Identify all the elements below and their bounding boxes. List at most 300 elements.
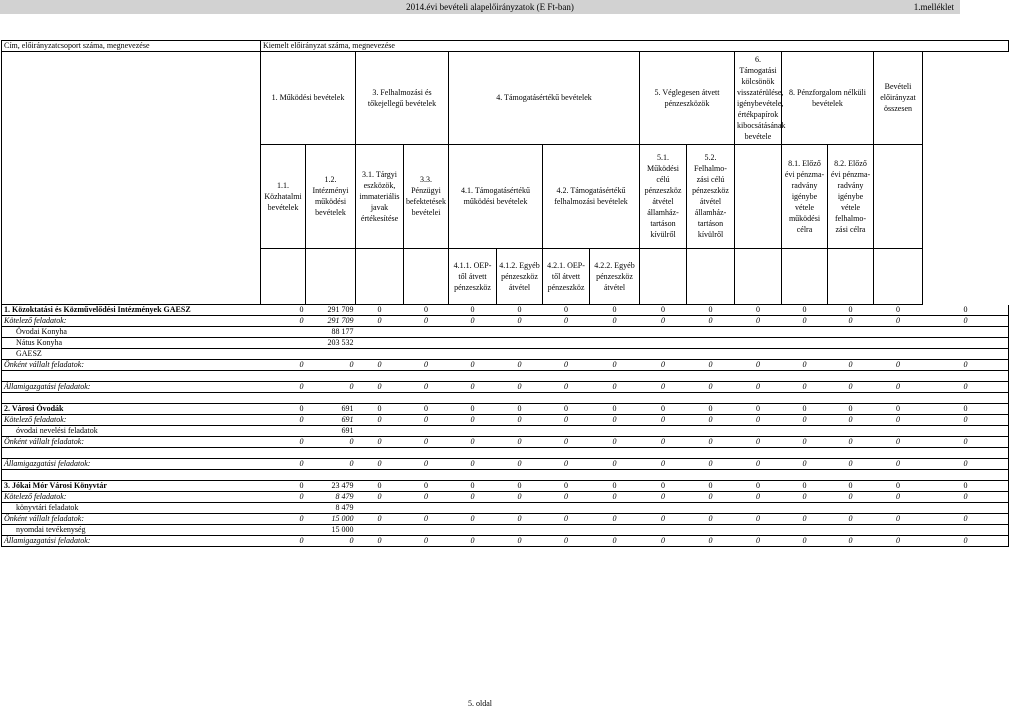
row-value: 0 xyxy=(640,536,687,547)
row-value: 0 xyxy=(543,360,590,371)
sub-8-2: 8.2. Előző évi pénzma-radvány igénybe vétele felhalmo-zási célra xyxy=(828,144,874,248)
row-value: 0 xyxy=(497,459,543,470)
row-value: 0 xyxy=(735,305,782,316)
row-value: 0 xyxy=(828,360,874,371)
row-value xyxy=(687,349,735,360)
row-value: 0 xyxy=(782,536,828,547)
row-value: 0 xyxy=(306,437,356,448)
row-value xyxy=(687,393,735,404)
row-value xyxy=(497,426,543,437)
row-value: 691 xyxy=(306,415,356,426)
row-value: 0 xyxy=(640,437,687,448)
row-value: 0 xyxy=(874,459,923,470)
group-transfers: 5. Véglegesen átvett pénzeszközök xyxy=(640,52,735,145)
row-value xyxy=(261,338,306,349)
row-value xyxy=(735,503,782,514)
row-value: 0 xyxy=(687,536,735,547)
row-value: 0 xyxy=(356,514,404,525)
sub-4-2: 4.2. Támogatásértékű felhalmozási bevételek xyxy=(543,144,640,248)
sub-8-1: 8.1. Előző évi pénzma-radvány igénybe vétele működési célra xyxy=(782,144,828,248)
row-value: 0 xyxy=(782,492,828,503)
row-value xyxy=(497,470,543,481)
sub-4-1: 4.1. Támogatásértékű működési bevételek xyxy=(449,144,543,248)
row-value: 0 xyxy=(640,492,687,503)
table-row xyxy=(2,481,1009,492)
row-value: 0 xyxy=(261,514,306,525)
row-value: 0 xyxy=(449,514,497,525)
row-value: 0 xyxy=(543,305,590,316)
row-value xyxy=(640,470,687,481)
row-value: 0 xyxy=(306,382,356,393)
sub-6-empty xyxy=(735,144,782,248)
row-value: 0 xyxy=(404,492,449,503)
row-value xyxy=(543,426,590,437)
row-value xyxy=(261,525,306,536)
row-value xyxy=(590,393,640,404)
row-value xyxy=(687,371,735,382)
row-value: 0 xyxy=(497,492,543,503)
row-value xyxy=(306,349,356,360)
row-value xyxy=(640,426,687,437)
row-value: 0 xyxy=(543,415,590,426)
table-row xyxy=(2,371,1009,382)
row-value xyxy=(687,448,735,459)
row-value: 0 xyxy=(590,459,640,470)
row-value xyxy=(543,349,590,360)
row-value: 0 xyxy=(261,415,306,426)
row-value xyxy=(449,371,497,382)
row-value xyxy=(640,327,687,338)
row-value: 0 xyxy=(404,305,449,316)
row-value: 0 xyxy=(640,481,687,492)
row-value: 0 xyxy=(590,536,640,547)
row-value: 0 xyxy=(590,305,640,316)
row-value: 0 xyxy=(590,404,640,415)
row-value: 0 xyxy=(782,459,828,470)
table-row xyxy=(2,349,1009,360)
table-row xyxy=(2,415,1009,426)
row-value: 691 xyxy=(306,426,356,437)
row-value: 0 xyxy=(828,404,874,415)
row-value xyxy=(449,525,497,536)
row-value: 0 xyxy=(590,316,640,327)
row-value xyxy=(590,448,640,459)
row-value: 0 xyxy=(828,382,874,393)
row-value xyxy=(874,470,923,481)
table-row xyxy=(2,525,1009,536)
table-row xyxy=(2,393,1009,404)
row-value: 0 xyxy=(923,360,1009,371)
row-value: 0 xyxy=(261,536,306,547)
row-value: 203 532 xyxy=(306,338,356,349)
row-value xyxy=(640,393,687,404)
row-value xyxy=(449,393,497,404)
row-value: 0 xyxy=(449,536,497,547)
table-row xyxy=(2,426,1009,437)
row-value xyxy=(782,338,828,349)
row-value xyxy=(782,371,828,382)
row-value xyxy=(782,349,828,360)
row-value: 0 xyxy=(356,382,404,393)
group-grants: 4. Támogatásértékű bevételek xyxy=(449,52,640,145)
detail-4-2-2: 4.2.2. Egyéb pénzeszköz átvétel xyxy=(590,248,640,305)
row-value: 0 xyxy=(828,459,874,470)
detail-empty xyxy=(828,248,874,305)
group-total: Bevételi előirányzat összesen xyxy=(874,52,923,145)
row-value xyxy=(449,426,497,437)
row-value: 0 xyxy=(640,459,687,470)
table-row xyxy=(2,448,1009,459)
row-value: 0 xyxy=(782,382,828,393)
row-value xyxy=(828,470,874,481)
row-value xyxy=(828,371,874,382)
row-value xyxy=(828,503,874,514)
row-value: 0 xyxy=(356,404,404,415)
row-value: 0 xyxy=(497,305,543,316)
row-value xyxy=(356,338,404,349)
row-value: 0 xyxy=(874,514,923,525)
row-value: 0 xyxy=(687,305,735,316)
row-value: 0 xyxy=(356,481,404,492)
row-value xyxy=(923,426,1009,437)
row-value xyxy=(543,470,590,481)
row-value: 0 xyxy=(923,382,1009,393)
row-value xyxy=(356,426,404,437)
row-value: 0 xyxy=(687,382,735,393)
detail-4-2-1: 4.2.1. OEP-től átvett pénzeszköz xyxy=(543,248,590,305)
row-value xyxy=(735,349,782,360)
row-value: 0 xyxy=(923,536,1009,547)
row-value xyxy=(735,327,782,338)
row-label xyxy=(2,448,261,459)
row-value: 0 xyxy=(261,305,306,316)
row-value: 0 xyxy=(449,437,497,448)
row-value xyxy=(874,426,923,437)
row-value xyxy=(687,327,735,338)
row-value xyxy=(543,503,590,514)
row-value: 0 xyxy=(404,404,449,415)
row-value xyxy=(356,503,404,514)
row-value: 0 xyxy=(356,437,404,448)
row-value: 0 xyxy=(687,316,735,327)
row-value: 0 xyxy=(874,316,923,327)
document-title: 2014.évi bevételi alapelőirányzatok (E Ft-ban) xyxy=(406,2,574,12)
row-value xyxy=(687,470,735,481)
row-value xyxy=(497,327,543,338)
header-appropriation: Kiemelt előirányzat száma, megnevezése xyxy=(261,41,1009,52)
row-value xyxy=(874,371,923,382)
detail-empty xyxy=(687,248,735,305)
detail-empty xyxy=(306,248,356,305)
table-row xyxy=(2,459,1009,470)
row-value xyxy=(782,470,828,481)
row-value: 0 xyxy=(404,514,449,525)
row-value: 0 xyxy=(356,492,404,503)
row-value: 0 xyxy=(874,404,923,415)
row-value xyxy=(261,327,306,338)
row-value: 0 xyxy=(874,415,923,426)
row-value xyxy=(543,448,590,459)
row-value xyxy=(687,503,735,514)
row-value: 0 xyxy=(261,404,306,415)
row-value xyxy=(590,371,640,382)
row-value: 0 xyxy=(404,382,449,393)
row-value xyxy=(923,470,1009,481)
row-value xyxy=(590,327,640,338)
row-value xyxy=(687,426,735,437)
row-value xyxy=(449,349,497,360)
row-value: 0 xyxy=(782,514,828,525)
header-spacer xyxy=(2,144,261,248)
row-value: 0 xyxy=(590,360,640,371)
detail-empty xyxy=(640,248,687,305)
row-value: 0 xyxy=(782,404,828,415)
row-value xyxy=(828,426,874,437)
table-row xyxy=(2,514,1009,525)
group-capital: 3. Felhalmozási és tőkejellegű bevételek xyxy=(356,52,449,145)
row-value xyxy=(306,448,356,459)
row-label: Államigazgatási feladatok: xyxy=(2,459,261,470)
row-value: 0 xyxy=(828,437,874,448)
row-value: 0 xyxy=(828,536,874,547)
row-value xyxy=(261,349,306,360)
detail-4-1-1: 4.1.1. OEP-től átvett pénzeszköz xyxy=(449,248,497,305)
row-value xyxy=(590,338,640,349)
row-value: 0 xyxy=(449,404,497,415)
group-operating: 1. Működési bevételek xyxy=(261,52,356,145)
row-value: 0 xyxy=(782,305,828,316)
row-label: óvodai nevelési feladatok xyxy=(2,426,261,437)
row-value xyxy=(923,371,1009,382)
row-value xyxy=(640,371,687,382)
row-value xyxy=(923,448,1009,459)
row-value xyxy=(543,327,590,338)
row-value: 0 xyxy=(404,459,449,470)
row-value: 0 xyxy=(306,459,356,470)
row-label: 2. Városi Óvodák xyxy=(2,404,261,415)
row-value: 0 xyxy=(782,360,828,371)
row-value xyxy=(828,327,874,338)
row-value xyxy=(590,470,640,481)
row-value xyxy=(590,503,640,514)
table-row xyxy=(2,503,1009,514)
group-noncash: 8. Pénzforgalom nélküli bevételek xyxy=(782,52,874,145)
row-value: 0 xyxy=(735,459,782,470)
row-value: 0 xyxy=(261,492,306,503)
row-value xyxy=(923,503,1009,514)
row-value: 0 xyxy=(449,415,497,426)
row-value xyxy=(404,470,449,481)
row-value xyxy=(782,327,828,338)
row-value: 0 xyxy=(687,492,735,503)
table-row xyxy=(2,338,1009,349)
row-value xyxy=(782,448,828,459)
row-value xyxy=(449,448,497,459)
sub-3-1: 3.1. Tárgyi eszközök, immateriális javak értékesítése xyxy=(356,144,404,248)
row-value: 0 xyxy=(782,316,828,327)
sub-1-2: 1.2. Intézményi működési bevételek xyxy=(306,144,356,248)
row-value: 0 xyxy=(356,360,404,371)
table-row xyxy=(2,492,1009,503)
row-value xyxy=(449,338,497,349)
row-value: 0 xyxy=(735,404,782,415)
row-value: 0 xyxy=(590,492,640,503)
row-value: 0 xyxy=(543,492,590,503)
row-value: 0 xyxy=(356,536,404,547)
row-value: 0 xyxy=(735,316,782,327)
revenue-table xyxy=(1,40,1009,547)
row-value xyxy=(828,393,874,404)
row-value xyxy=(356,470,404,481)
row-value: 0 xyxy=(735,492,782,503)
table-row xyxy=(2,360,1009,371)
row-value xyxy=(735,426,782,437)
row-value: 0 xyxy=(356,459,404,470)
row-value: 0 xyxy=(404,316,449,327)
title-bar xyxy=(0,0,960,14)
row-value xyxy=(497,371,543,382)
row-value: 0 xyxy=(497,481,543,492)
page-number: 5. oldal xyxy=(468,699,492,708)
row-value xyxy=(261,470,306,481)
row-value xyxy=(590,525,640,536)
row-value xyxy=(874,349,923,360)
row-label xyxy=(2,470,261,481)
row-value xyxy=(640,503,687,514)
row-value: 0 xyxy=(640,415,687,426)
sub-5-1: 5.1. Működési célú pénzeszköz átvétel államház-tartáson kívülről xyxy=(640,144,687,248)
row-value: 0 xyxy=(782,415,828,426)
row-value xyxy=(590,349,640,360)
row-value: 0 xyxy=(828,481,874,492)
row-value: 0 xyxy=(261,360,306,371)
row-value xyxy=(923,393,1009,404)
detail-empty xyxy=(261,248,306,305)
row-value: 0 xyxy=(874,536,923,547)
row-value: 0 xyxy=(306,360,356,371)
row-value: 0 xyxy=(497,382,543,393)
row-label: 1. Közoktatási és Közművelődési Intézmények GAESZ xyxy=(2,305,261,316)
row-value: 0 xyxy=(874,305,923,316)
row-label: Államigazgatási feladatok: xyxy=(2,382,261,393)
row-value xyxy=(923,525,1009,536)
row-value xyxy=(782,426,828,437)
row-value xyxy=(735,525,782,536)
row-value xyxy=(356,393,404,404)
row-value: 0 xyxy=(640,382,687,393)
row-value xyxy=(782,393,828,404)
row-value xyxy=(404,349,449,360)
row-value: 0 xyxy=(590,437,640,448)
row-value: 0 xyxy=(640,514,687,525)
detail-empty xyxy=(874,248,923,305)
row-value: 0 xyxy=(449,316,497,327)
sub-total-empty xyxy=(874,144,923,248)
row-value: 0 xyxy=(590,481,640,492)
row-value: 0 xyxy=(261,481,306,492)
row-value xyxy=(449,327,497,338)
annex-label: 1.melléklet xyxy=(913,2,954,12)
row-label: Kötelező feladatok: xyxy=(2,316,261,327)
row-value: 15 000 xyxy=(306,514,356,525)
row-value: 0 xyxy=(923,437,1009,448)
row-value: 8 479 xyxy=(306,492,356,503)
row-value: 291 709 xyxy=(306,316,356,327)
row-value xyxy=(640,338,687,349)
row-value: 0 xyxy=(543,437,590,448)
row-value xyxy=(261,448,306,459)
row-label: Nátus Konyha xyxy=(2,338,261,349)
row-value xyxy=(543,338,590,349)
row-value: 0 xyxy=(874,492,923,503)
sub-5-2: 5.2. Felhalmo-zási célú pénzeszköz átvétel államház-tartáson kívülről xyxy=(687,144,735,248)
row-value: 0 xyxy=(687,360,735,371)
row-value xyxy=(404,426,449,437)
row-value xyxy=(874,393,923,404)
row-value: 0 xyxy=(590,382,640,393)
row-value: 8 479 xyxy=(306,503,356,514)
row-value xyxy=(306,371,356,382)
detail-4-1-2: 4.1.2. Egyéb pénzeszköz átvétel xyxy=(497,248,543,305)
row-value xyxy=(404,393,449,404)
row-value: 0 xyxy=(735,536,782,547)
row-value xyxy=(404,327,449,338)
row-value: 0 xyxy=(449,382,497,393)
row-value xyxy=(543,393,590,404)
row-value xyxy=(404,338,449,349)
row-value xyxy=(735,470,782,481)
row-label: Önként vállalt feladatok: xyxy=(2,360,261,371)
row-value: 0 xyxy=(356,415,404,426)
group-loans: 6. Támogatási kölcsönök visszatérülése, igénybevétele, értékpapírok kibocsátásának bevétele xyxy=(735,52,782,145)
row-value: 0 xyxy=(497,316,543,327)
row-value: 0 xyxy=(497,536,543,547)
row-value: 0 xyxy=(828,305,874,316)
row-value: 0 xyxy=(543,316,590,327)
row-value xyxy=(782,503,828,514)
row-value: 0 xyxy=(687,459,735,470)
row-value: 0 xyxy=(687,481,735,492)
row-value: 0 xyxy=(923,492,1009,503)
detail-empty xyxy=(356,248,404,305)
row-value: 0 xyxy=(497,360,543,371)
row-value: 0 xyxy=(356,316,404,327)
row-value xyxy=(356,371,404,382)
row-value: 0 xyxy=(449,481,497,492)
row-label: GAESZ xyxy=(2,349,261,360)
row-value xyxy=(404,503,449,514)
row-label xyxy=(2,393,261,404)
table-row xyxy=(2,437,1009,448)
row-value xyxy=(874,525,923,536)
row-value: 0 xyxy=(640,404,687,415)
row-value: 0 xyxy=(735,514,782,525)
row-value xyxy=(782,525,828,536)
row-value xyxy=(828,349,874,360)
row-value xyxy=(543,525,590,536)
row-value xyxy=(356,525,404,536)
row-value: 0 xyxy=(828,514,874,525)
row-value: 88 177 xyxy=(306,327,356,338)
row-value xyxy=(735,448,782,459)
row-value: 0 xyxy=(828,415,874,426)
row-value xyxy=(874,503,923,514)
row-value xyxy=(497,393,543,404)
row-value: 291 709 xyxy=(306,305,356,316)
row-value: 0 xyxy=(497,404,543,415)
row-value: 0 xyxy=(874,481,923,492)
row-value: 0 xyxy=(590,415,640,426)
